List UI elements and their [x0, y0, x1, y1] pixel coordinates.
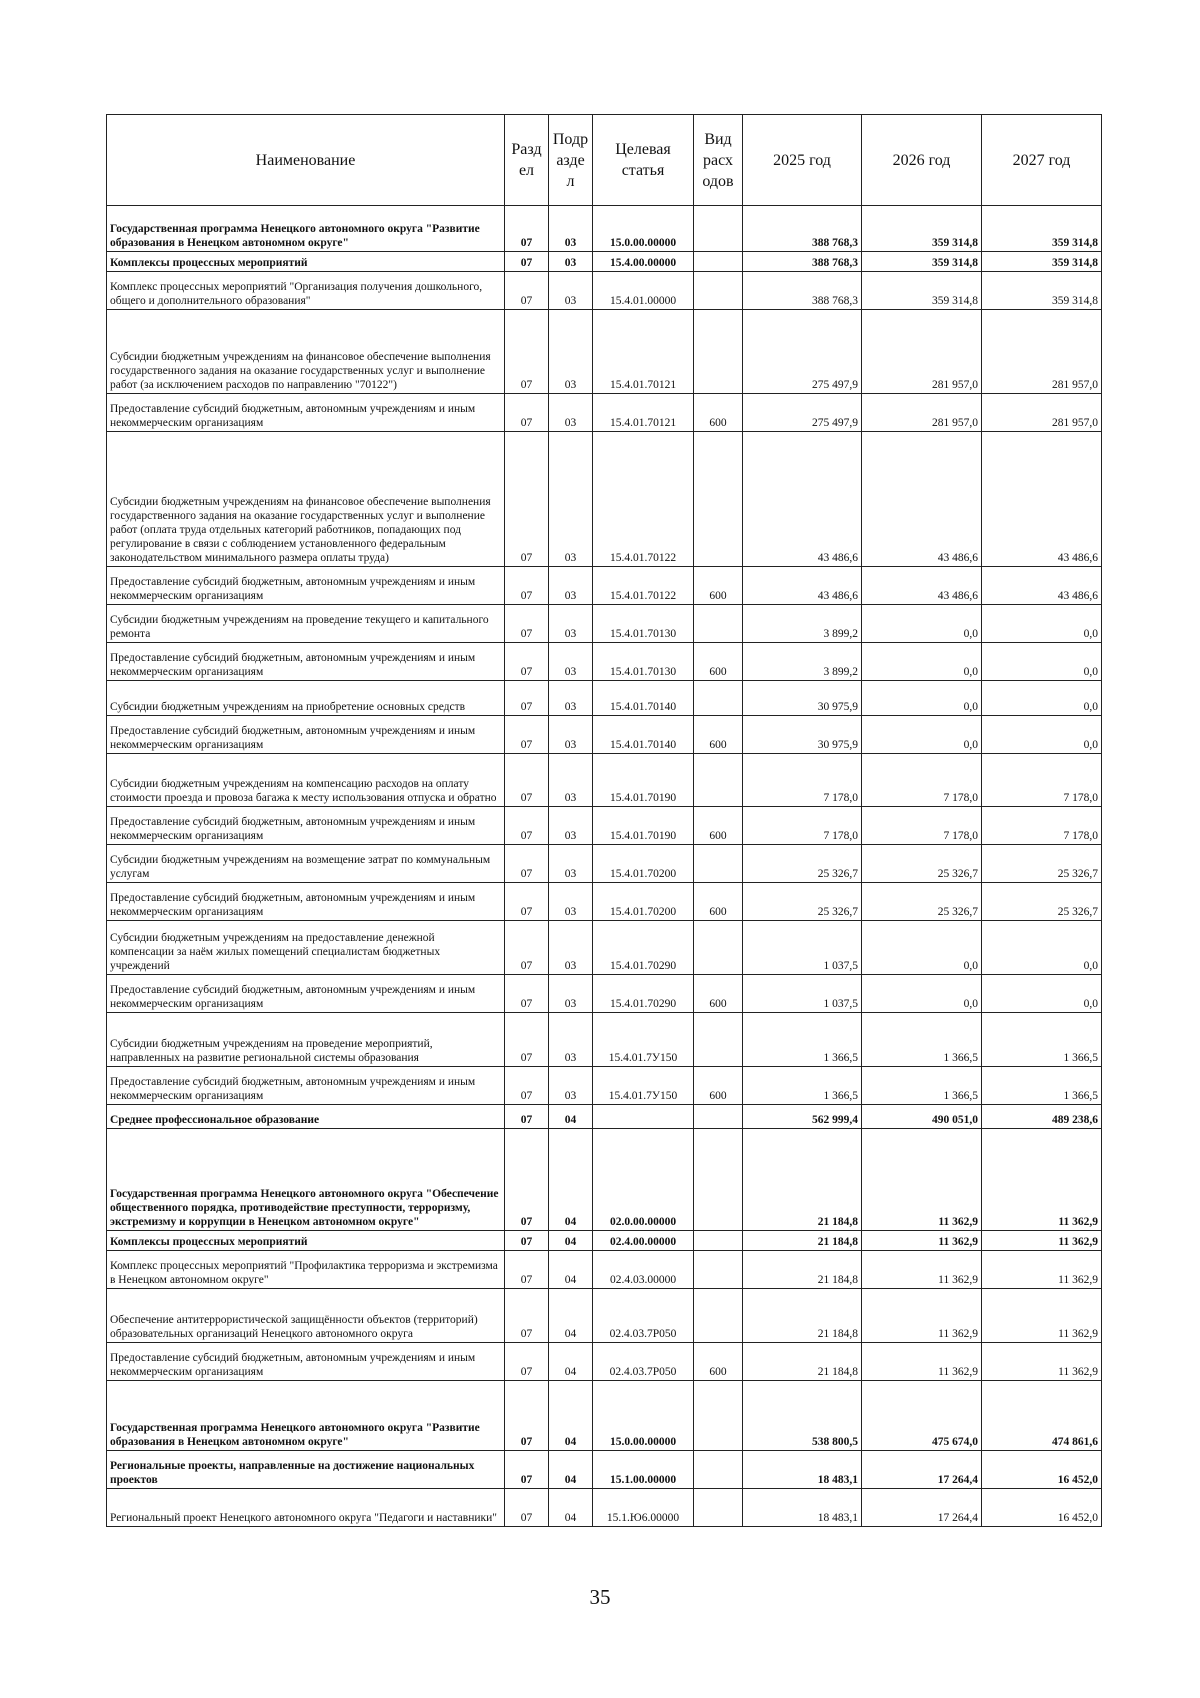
table-row — [107, 1489, 1102, 1527]
cell-name: Субсидии бюджетным учреждениям на финансовое обеспечение выполнения государственного задания на оказание государственных услуг и выполнение работ (за исключением расходов по направлению "70122") — [107, 310, 505, 394]
cell-statya: 15.4.01.70122 — [593, 432, 694, 567]
cell-name: Субсидии бюджетным учреждениям на приобретение основных средств — [107, 681, 505, 716]
cell-statya: 15.4.01.7У150 — [593, 1013, 694, 1067]
cell-podrazdel: 04 — [549, 1231, 593, 1251]
table-row — [107, 1067, 1102, 1105]
cell-y2025: 21 184,8 — [743, 1289, 862, 1343]
cell-y2025: 562 999,4 — [743, 1105, 862, 1129]
cell-y2025: 3 899,2 — [743, 605, 862, 643]
cell-razdel: 07 — [505, 643, 549, 681]
cell-statya: 15.1.00.00000 — [593, 1451, 694, 1489]
cell-podrazdel: 03 — [549, 567, 593, 605]
table-row — [107, 716, 1102, 754]
cell-vid: 600 — [694, 1067, 743, 1105]
cell-statya: 15.0.00.00000 — [593, 1381, 694, 1451]
table-header-row — [107, 115, 1102, 206]
cell-razdel: 07 — [505, 754, 549, 807]
cell-vid — [694, 1451, 743, 1489]
table-row — [107, 681, 1102, 716]
cell-statya: 15.4.01.70130 — [593, 605, 694, 643]
table-row — [107, 1381, 1102, 1451]
header-2027: 2027 год — [982, 115, 1102, 206]
cell-statya: 02.4.00.00000 — [593, 1231, 694, 1251]
cell-vid — [694, 1489, 743, 1527]
cell-vid — [694, 1129, 743, 1231]
cell-vid: 600 — [694, 394, 743, 432]
cell-vid — [694, 310, 743, 394]
cell-name: Региональный проект Ненецкого автономного округа "Педагоги и наставники" — [107, 1489, 505, 1527]
cell-podrazdel: 03 — [549, 716, 593, 754]
cell-podrazdel: 03 — [549, 605, 593, 643]
cell-name: Субсидии бюджетным учреждениям на возмещение затрат по коммунальным услугам — [107, 845, 505, 883]
cell-y2025: 25 326,7 — [743, 883, 862, 921]
cell-statya: 15.4.01.70140 — [593, 681, 694, 716]
cell-statya: 02.0.00.00000 — [593, 1129, 694, 1231]
budget-table — [106, 114, 1102, 1527]
cell-podrazdel: 04 — [549, 1489, 593, 1527]
cell-y2026: 359 314,8 — [862, 206, 982, 252]
cell-y2025: 21 184,8 — [743, 1251, 862, 1289]
table-row — [107, 1105, 1102, 1129]
cell-y2027: 11 362,9 — [982, 1129, 1102, 1231]
cell-y2026: 17 264,4 — [862, 1489, 982, 1527]
cell-name: Предоставление субсидий бюджетным, автономным учреждениям и иным некоммерческим организациям — [107, 1067, 505, 1105]
cell-razdel: 07 — [505, 807, 549, 845]
cell-y2025: 21 184,8 — [743, 1129, 862, 1231]
table-row — [107, 1231, 1102, 1251]
header-name: Наименование — [107, 115, 505, 206]
cell-name: Субсидии бюджетным учреждениям на проведение текущего и капитального ремонта — [107, 605, 505, 643]
cell-y2026: 359 314,8 — [862, 252, 982, 272]
cell-y2026: 359 314,8 — [862, 272, 982, 310]
header-razdel-text: Разд ел — [511, 141, 542, 179]
cell-statya: 15.4.01.7У150 — [593, 1067, 694, 1105]
cell-y2027: 359 314,8 — [982, 272, 1102, 310]
cell-vid — [694, 272, 743, 310]
cell-statya: 15.4.01.70290 — [593, 975, 694, 1013]
cell-vid: 600 — [694, 716, 743, 754]
cell-y2025: 538 800,5 — [743, 1381, 862, 1451]
header-vid — [694, 115, 743, 206]
table-row — [107, 310, 1102, 394]
cell-y2025: 18 483,1 — [743, 1451, 862, 1489]
table-row — [107, 272, 1102, 310]
table-body — [107, 206, 1102, 1527]
table-row — [107, 206, 1102, 252]
cell-y2027: 359 314,8 — [982, 206, 1102, 252]
cell-statya: 15.4.01.70290 — [593, 921, 694, 975]
cell-podrazdel: 03 — [549, 252, 593, 272]
header-2025: 2025 год — [743, 115, 862, 206]
cell-y2027: 0,0 — [982, 921, 1102, 975]
cell-vid — [694, 432, 743, 567]
cell-name: Государственная программа Ненецкого автономного округа "Развитие образования в Ненецком автономном округе" — [107, 206, 505, 252]
cell-name: Региональные проекты, направленные на достижение национальных проектов — [107, 1451, 505, 1489]
table-row — [107, 252, 1102, 272]
cell-name: Комплекс процессных мероприятий "Профилактика терроризма и экстремизма в Ненецком автономном округе" — [107, 1251, 505, 1289]
cell-statya: 15.4.01.70190 — [593, 754, 694, 807]
cell-name: Предоставление субсидий бюджетным, автономным учреждениям и иным некоммерческим организациям — [107, 807, 505, 845]
cell-y2027: 0,0 — [982, 975, 1102, 1013]
cell-name: Государственная программа Ненецкого автономного округа "Развитие образования в Ненецком автономном округе" — [107, 1381, 505, 1451]
cell-y2026: 0,0 — [862, 921, 982, 975]
cell-statya: 15.1.Ю6.00000 — [593, 1489, 694, 1527]
cell-name: Субсидии бюджетным учреждениям на проведение мероприятий, направленных на развитие региональной системы образования — [107, 1013, 505, 1067]
cell-y2025: 3 899,2 — [743, 643, 862, 681]
cell-podrazdel: 03 — [549, 681, 593, 716]
cell-podrazdel: 03 — [549, 845, 593, 883]
cell-statya: 02.4.03.7Р050 — [593, 1289, 694, 1343]
cell-name: Комплексы процессных мероприятий — [107, 252, 505, 272]
cell-y2025: 43 486,6 — [743, 432, 862, 567]
cell-y2027: 359 314,8 — [982, 252, 1102, 272]
cell-name: Субсидии бюджетным учреждениям на финансовое обеспечение выполнения государственного задания на оказание государственных услуг и выполнение работ (оплата труда отдельных категорий работников, попадающих под регулирование в связи с соблюдением установленного федеральным законодательством минимального размера оплаты труда) — [107, 432, 505, 567]
cell-name: Среднее профессиональное образование — [107, 1105, 505, 1129]
cell-y2027: 16 452,0 — [982, 1451, 1102, 1489]
cell-y2027: 11 362,9 — [982, 1289, 1102, 1343]
cell-y2027: 25 326,7 — [982, 845, 1102, 883]
table-row — [107, 432, 1102, 567]
cell-podrazdel: 04 — [549, 1105, 593, 1129]
cell-razdel: 07 — [505, 1343, 549, 1381]
cell-y2027: 43 486,6 — [982, 567, 1102, 605]
cell-vid: 600 — [694, 643, 743, 681]
table-row — [107, 845, 1102, 883]
cell-statya: 15.4.00.00000 — [593, 252, 694, 272]
cell-vid — [694, 206, 743, 252]
cell-podrazdel: 03 — [549, 975, 593, 1013]
cell-statya: 15.4.01.70190 — [593, 807, 694, 845]
cell-vid — [694, 845, 743, 883]
table-row — [107, 567, 1102, 605]
cell-y2025: 388 768,3 — [743, 206, 862, 252]
cell-podrazdel: 03 — [549, 643, 593, 681]
cell-statya: 15.4.01.00000 — [593, 272, 694, 310]
cell-name: Обеспечение антитеррористической защищённости объектов (территорий) образовательных организаций Ненецкого автономного округа — [107, 1289, 505, 1343]
cell-razdel: 07 — [505, 921, 549, 975]
cell-razdel: 07 — [505, 1451, 549, 1489]
cell-y2027: 11 362,9 — [982, 1343, 1102, 1381]
cell-y2026: 25 326,7 — [862, 883, 982, 921]
cell-y2025: 275 497,9 — [743, 394, 862, 432]
cell-y2027: 16 452,0 — [982, 1489, 1102, 1527]
cell-razdel: 07 — [505, 310, 549, 394]
cell-y2025: 7 178,0 — [743, 807, 862, 845]
cell-podrazdel: 03 — [549, 754, 593, 807]
header-podrazdel — [549, 115, 593, 206]
page-number: 35 — [589, 1585, 611, 1609]
cell-vid — [694, 1013, 743, 1067]
cell-y2025: 388 768,3 — [743, 272, 862, 310]
cell-podrazdel: 04 — [549, 1381, 593, 1451]
cell-y2026: 0,0 — [862, 975, 982, 1013]
cell-y2027: 25 326,7 — [982, 883, 1102, 921]
cell-name: Комплексы процессных мероприятий — [107, 1231, 505, 1251]
cell-y2025: 18 483,1 — [743, 1489, 862, 1527]
cell-y2025: 388 768,3 — [743, 252, 862, 272]
cell-podrazdel: 03 — [549, 807, 593, 845]
cell-vid — [694, 1231, 743, 1251]
cell-razdel: 07 — [505, 272, 549, 310]
cell-y2027: 0,0 — [982, 716, 1102, 754]
cell-y2026: 0,0 — [862, 643, 982, 681]
header-statya-text: Целевая статья — [615, 141, 671, 179]
cell-razdel: 07 — [505, 681, 549, 716]
table-row — [107, 807, 1102, 845]
cell-name: Комплекс процессных мероприятий "Организация получения дошкольного, общего и дополнительного образования" — [107, 272, 505, 310]
cell-vid — [694, 1289, 743, 1343]
cell-razdel: 07 — [505, 1231, 549, 1251]
cell-y2025: 30 975,9 — [743, 681, 862, 716]
cell-razdel: 07 — [505, 206, 549, 252]
cell-name: Предоставление субсидий бюджетным, автономным учреждениям и иным некоммерческим организациям — [107, 883, 505, 921]
cell-statya: 15.4.01.70200 — [593, 845, 694, 883]
table-row — [107, 754, 1102, 807]
cell-statya: 15.4.01.70200 — [593, 883, 694, 921]
cell-podrazdel: 03 — [549, 432, 593, 567]
cell-statya: 02.4.03.7Р050 — [593, 1343, 694, 1381]
table-row — [107, 975, 1102, 1013]
cell-podrazdel: 03 — [549, 883, 593, 921]
cell-vid: 600 — [694, 975, 743, 1013]
table-row — [107, 1129, 1102, 1231]
cell-razdel: 07 — [505, 975, 549, 1013]
cell-podrazdel: 04 — [549, 1451, 593, 1489]
cell-y2025: 1 037,5 — [743, 921, 862, 975]
cell-podrazdel: 03 — [549, 272, 593, 310]
cell-y2026: 11 362,9 — [862, 1289, 982, 1343]
cell-vid — [694, 1381, 743, 1451]
cell-y2026: 281 957,0 — [862, 394, 982, 432]
cell-razdel: 07 — [505, 845, 549, 883]
cell-razdel: 07 — [505, 1013, 549, 1067]
cell-vid — [694, 252, 743, 272]
header-podrazdel-text: Подр азде л — [552, 130, 589, 190]
cell-y2027: 7 178,0 — [982, 754, 1102, 807]
cell-podrazdel: 03 — [549, 921, 593, 975]
cell-y2026: 0,0 — [862, 605, 982, 643]
cell-y2027: 281 957,0 — [982, 394, 1102, 432]
cell-statya — [593, 1105, 694, 1129]
cell-name: Предоставление субсидий бюджетным, автономным учреждениям и иным некоммерческим организациям — [107, 975, 505, 1013]
cell-y2027: 0,0 — [982, 681, 1102, 716]
cell-y2027: 1 366,5 — [982, 1067, 1102, 1105]
table-row — [107, 1451, 1102, 1489]
cell-podrazdel: 04 — [549, 1251, 593, 1289]
cell-y2025: 275 497,9 — [743, 310, 862, 394]
cell-razdel: 07 — [505, 394, 549, 432]
cell-y2026: 43 486,6 — [862, 567, 982, 605]
cell-y2025: 1 366,5 — [743, 1067, 862, 1105]
cell-podrazdel: 03 — [549, 310, 593, 394]
cell-name: Субсидии бюджетным учреждениям на предоставление денежной компенсации за наём жилых помещений специалистам бюджетных учреждений — [107, 921, 505, 975]
cell-y2027: 489 238,6 — [982, 1105, 1102, 1129]
cell-y2026: 475 674,0 — [862, 1381, 982, 1451]
cell-y2025: 25 326,7 — [743, 845, 862, 883]
table-row — [107, 921, 1102, 975]
cell-y2026: 281 957,0 — [862, 310, 982, 394]
cell-razdel: 07 — [505, 1489, 549, 1527]
cell-y2026: 1 366,5 — [862, 1067, 982, 1105]
cell-y2027: 11 362,9 — [982, 1231, 1102, 1251]
cell-statya: 02.4.03.00000 — [593, 1251, 694, 1289]
cell-name: Субсидии бюджетным учреждениям на компенсацию расходов на оплату стоимости проезда и провоза багажа к месту использования отпуска и обратно — [107, 754, 505, 807]
cell-statya: 15.4.01.70140 — [593, 716, 694, 754]
cell-vid: 600 — [694, 807, 743, 845]
cell-vid — [694, 1105, 743, 1129]
cell-razdel: 07 — [505, 1129, 549, 1231]
cell-name: Предоставление субсидий бюджетным, автономным учреждениям и иным некоммерческим организациям — [107, 1343, 505, 1381]
cell-y2026: 11 362,9 — [862, 1343, 982, 1381]
header-razdel — [505, 115, 549, 206]
table-row — [107, 883, 1102, 921]
cell-y2026: 17 264,4 — [862, 1451, 982, 1489]
cell-y2027: 281 957,0 — [982, 310, 1102, 394]
cell-statya: 15.4.01.70121 — [593, 394, 694, 432]
cell-razdel: 07 — [505, 716, 549, 754]
cell-razdel: 07 — [505, 567, 549, 605]
cell-name: Предоставление субсидий бюджетным, автономным учреждениям и иным некоммерческим организациям — [107, 716, 505, 754]
cell-razdel: 07 — [505, 1067, 549, 1105]
cell-y2027: 1 366,5 — [982, 1013, 1102, 1067]
cell-y2026: 7 178,0 — [862, 754, 982, 807]
cell-statya: 15.4.01.70130 — [593, 643, 694, 681]
cell-y2027: 474 861,6 — [982, 1381, 1102, 1451]
cell-y2025: 1 366,5 — [743, 1013, 862, 1067]
table-row — [107, 394, 1102, 432]
cell-vid — [694, 921, 743, 975]
cell-podrazdel: 04 — [549, 1343, 593, 1381]
cell-vid — [694, 681, 743, 716]
cell-razdel: 07 — [505, 1105, 549, 1129]
cell-podrazdel: 03 — [549, 206, 593, 252]
cell-y2026: 7 178,0 — [862, 807, 982, 845]
cell-y2027: 7 178,0 — [982, 807, 1102, 845]
header-vid-text: Вид расх одов — [702, 130, 734, 190]
cell-vid — [694, 1251, 743, 1289]
cell-podrazdel: 03 — [549, 1067, 593, 1105]
cell-y2025: 7 178,0 — [743, 754, 862, 807]
cell-y2026: 11 362,9 — [862, 1251, 982, 1289]
table-row — [107, 1289, 1102, 1343]
cell-y2026: 1 366,5 — [862, 1013, 982, 1067]
cell-y2027: 11 362,9 — [982, 1251, 1102, 1289]
cell-razdel: 07 — [505, 883, 549, 921]
cell-vid — [694, 754, 743, 807]
cell-razdel: 07 — [505, 1251, 549, 1289]
cell-vid — [694, 605, 743, 643]
cell-y2026: 11 362,9 — [862, 1231, 982, 1251]
cell-razdel: 07 — [505, 432, 549, 567]
cell-vid: 600 — [694, 883, 743, 921]
cell-statya: 15.0.00.00000 — [593, 206, 694, 252]
table-row — [107, 643, 1102, 681]
table-row — [107, 1251, 1102, 1289]
cell-podrazdel: 04 — [549, 1129, 593, 1231]
cell-y2026: 43 486,6 — [862, 432, 982, 567]
cell-y2026: 11 362,9 — [862, 1129, 982, 1231]
cell-y2027: 43 486,6 — [982, 432, 1102, 567]
cell-vid: 600 — [694, 567, 743, 605]
cell-name: Предоставление субсидий бюджетным, автономным учреждениям и иным некоммерческим организациям — [107, 567, 505, 605]
cell-y2025: 43 486,6 — [743, 567, 862, 605]
cell-vid: 600 — [694, 1343, 743, 1381]
cell-y2026: 0,0 — [862, 681, 982, 716]
cell-podrazdel: 03 — [549, 394, 593, 432]
cell-name: Предоставление субсидий бюджетным, автономным учреждениям и иным некоммерческим организациям — [107, 643, 505, 681]
cell-razdel: 07 — [505, 252, 549, 272]
cell-statya: 15.4.01.70122 — [593, 567, 694, 605]
cell-razdel: 07 — [505, 1289, 549, 1343]
cell-y2026: 0,0 — [862, 716, 982, 754]
cell-y2025: 1 037,5 — [743, 975, 862, 1013]
cell-name: Государственная программа Ненецкого автономного округа "Обеспечение общественного порядка, противодействие преступности, терроризму, экстремизму и коррупции в Ненецком автономном округе" — [107, 1129, 505, 1231]
cell-y2025: 30 975,9 — [743, 716, 862, 754]
table-row — [107, 1013, 1102, 1067]
cell-statya: 15.4.01.70121 — [593, 310, 694, 394]
table-row — [107, 605, 1102, 643]
cell-y2025: 21 184,8 — [743, 1343, 862, 1381]
header-statya — [593, 115, 694, 206]
cell-y2026: 490 051,0 — [862, 1105, 982, 1129]
cell-podrazdel: 03 — [549, 1013, 593, 1067]
table-row — [107, 1343, 1102, 1381]
header-2026: 2026 год — [862, 115, 982, 206]
cell-y2027: 0,0 — [982, 605, 1102, 643]
cell-razdel: 07 — [505, 605, 549, 643]
cell-name: Предоставление субсидий бюджетным, автономным учреждениям и иным некоммерческим организациям — [107, 394, 505, 432]
cell-y2027: 0,0 — [982, 643, 1102, 681]
cell-y2025: 21 184,8 — [743, 1231, 862, 1251]
cell-y2026: 25 326,7 — [862, 845, 982, 883]
cell-razdel: 07 — [505, 1381, 549, 1451]
cell-podrazdel: 04 — [549, 1289, 593, 1343]
